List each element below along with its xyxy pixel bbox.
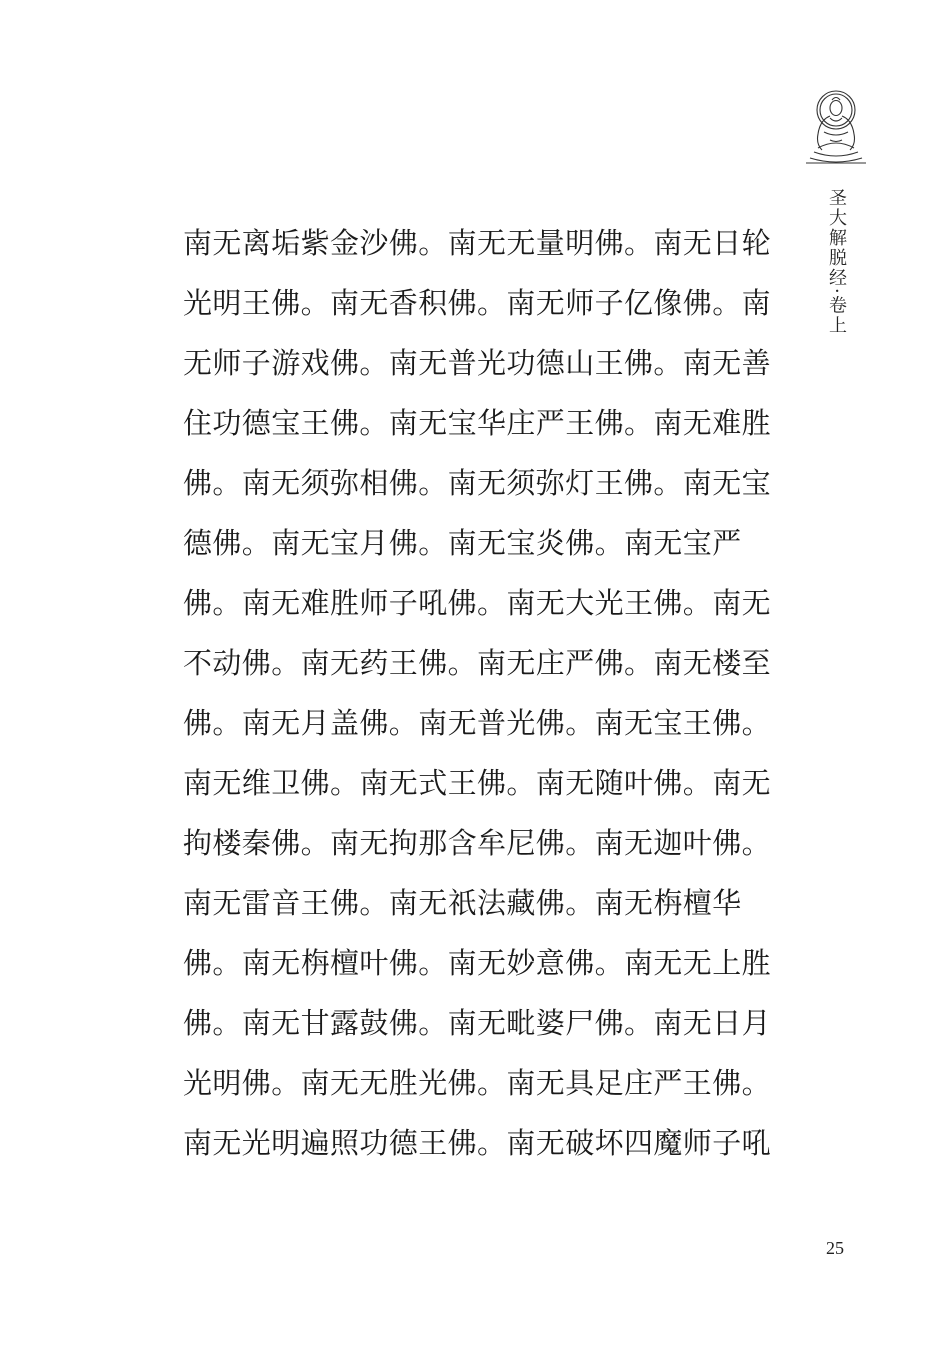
text-line: 住功德宝王佛。南无宝华庄严王佛。南无难胜	[183, 406, 772, 440]
text-line: 南无离垢紫金沙佛。南无无量明佛。南无日轮	[183, 226, 772, 260]
text-line: 佛。南无须弥相佛。南无须弥灯王佛。南无宝	[183, 466, 772, 500]
seated-buddha-icon	[800, 88, 872, 166]
text-line: 佛。南无难胜师子吼佛。南无大光王佛。南无	[183, 586, 772, 620]
text-line: 佛。南无月盖佛。南无普光佛。南无宝王佛。	[183, 706, 772, 740]
text-line: 佛。南无甘露鼓佛。南无毗婆尸佛。南无日月	[183, 1006, 772, 1040]
text-line: 南无维卫佛。南无式王佛。南无随叶佛。南无	[183, 766, 772, 800]
text-line: 拘楼秦佛。南无拘那含牟尼佛。南无迦叶佛。	[183, 826, 772, 860]
text-line: 南无雷音王佛。南无祇法藏佛。南无栴檀华	[183, 886, 742, 920]
text-line: 南无光明遍照功德王佛。南无破坏四魔师子吼	[183, 1126, 772, 1160]
text-line: 佛。南无栴檀叶佛。南无妙意佛。南无无上胜	[183, 946, 772, 980]
running-head: 圣大解脱经·卷上	[826, 188, 847, 336]
text-line: 光明佛。南无无胜光佛。南无具足庄严王佛。	[183, 1066, 772, 1100]
page-number: 25	[826, 1238, 844, 1258]
text-line: 光明王佛。南无香积佛。南无师子亿像佛。南	[183, 286, 772, 320]
text-line: 德佛。南无宝月佛。南无宝炎佛。南无宝严	[183, 526, 742, 560]
text-line: 无师子游戏佛。南无普光功德山王佛。南无善	[183, 346, 772, 380]
body-text	[183, 213, 783, 1173]
text-line: 不动佛。南无药王佛。南无庄严佛。南无楼至	[183, 646, 772, 680]
